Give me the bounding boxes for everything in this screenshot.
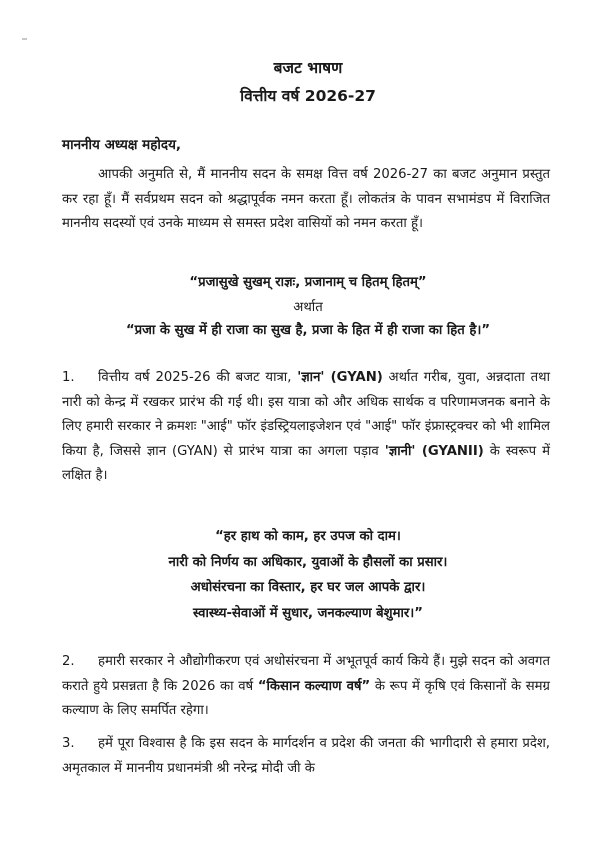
paragraph-text: वित्तीय वर्ष 2025-26 की बजट यात्रा, [98, 370, 298, 385]
quote-translation: “प्रजा के सुख में ही राजा का सुख है, प्रजा के हित में ही राजा का हित है।” [125, 323, 491, 338]
quote-connector: अर्थात [293, 300, 323, 315]
paragraph-3 [62, 732, 550, 781]
gyanii-term: 'ज्ञानी' (GYANII) [384, 443, 484, 459]
document-title: बजट भाषण [273, 59, 343, 77]
paragraph-number: 2. [62, 654, 75, 669]
paragraph-text: हमें पूरा विश्वास है कि इस सदन के मार्गदर्शन व प्रदेश की जनता की भागीदारी से हमारा प्रदेश, अमृतकाल में माननीय प्रधानमंत्री श्री नरेन्द्र मोदी जी के [62, 736, 550, 776]
poem-line: स्वास्थ्य-सेवाओं में सुधार, जनकल्याण बेशुमार।” [193, 605, 423, 621]
poem-line: नारी को निर्णय का अधिकार, युवाओं के हौसलों का प्रसार। [168, 554, 448, 570]
paragraph-number: 1. [62, 370, 75, 385]
paragraph-text: हमारी सरकार ने औद्योगीकरण एवं अधोसंरचना में अभूतपूर्व कार्य किये हैं। मुझे सदन को अवगत कराते हुये प्रसन्नता है कि 2026 का वर्ष [62, 654, 550, 694]
paragraph-1 [62, 366, 550, 489]
poem-block [0, 524, 616, 626]
scan-speck [22, 38, 27, 40]
intro-paragraph [62, 163, 550, 237]
poem-line: अधोसंरचना का विस्तार, हर घर जल आपके द्वार। [190, 580, 426, 595]
sanskrit-quote: “प्रजासुखे सुखम् राज्ञः, प्रजानाम् च हितम् हितम्” [189, 275, 427, 290]
poem-line: “हर हाथ को काम, हर उपज को दाम। [215, 529, 401, 544]
salutation: माननीय अध्यक्ष महोदय, [62, 137, 182, 153]
paragraph-number: 3. [62, 736, 75, 751]
gyan-term: 'ज्ञान' (GYAN) [297, 370, 383, 385]
document-subtitle: वित्तीय वर्ष 2026-27 [240, 87, 376, 105]
paragraph-text: अर्थात गरीब, युवा, अन्नदाता तथा नारी को केन्द्र में रखकर प्रारंभ की गई थी। इस यात्रा को और अधिक सार्थक व परिणामजनक बनाने के लिए हमारी सरकार ने क्रमशः "आई" फॉर इंडस्ट्रियलाइजेशन एवं "आई" फॉर इंफ्रास्ट्रक्चर को भी शामिल किया है, जिससे ज्ञान (GYAN) से प्रारंभ यात्रा का अगला पड़ाव [62, 370, 550, 459]
paragraph-text: के स्वरूप में लक्षित है। [62, 443, 550, 483]
paragraph-2 [62, 650, 550, 724]
intro-text: आपकी अनुमति से, मैं माननीय सदन के समक्ष वित्त वर्ष 2026-27 का बजट अनुमान प्रस्तुत कर रहा हूँ। मैं सर्वप्रथम सदन को श्रद्धापूर्वक नमन करता हूँ। लोकतंत्र के पावन सभामंडप में विराजित माननीय सदस्यों एवं उनके माध्यम से समस्त प्रदेश वासियों को नमन करता हूँ। [62, 167, 550, 231]
kisan-kalyan-highlight: “किसान कल्याण वर्ष” [257, 678, 371, 694]
paragraph-text: के रूप में कृषि एवं किसानों के समग्र कल्याण के लिए समर्पित रहेगा। [62, 678, 550, 718]
